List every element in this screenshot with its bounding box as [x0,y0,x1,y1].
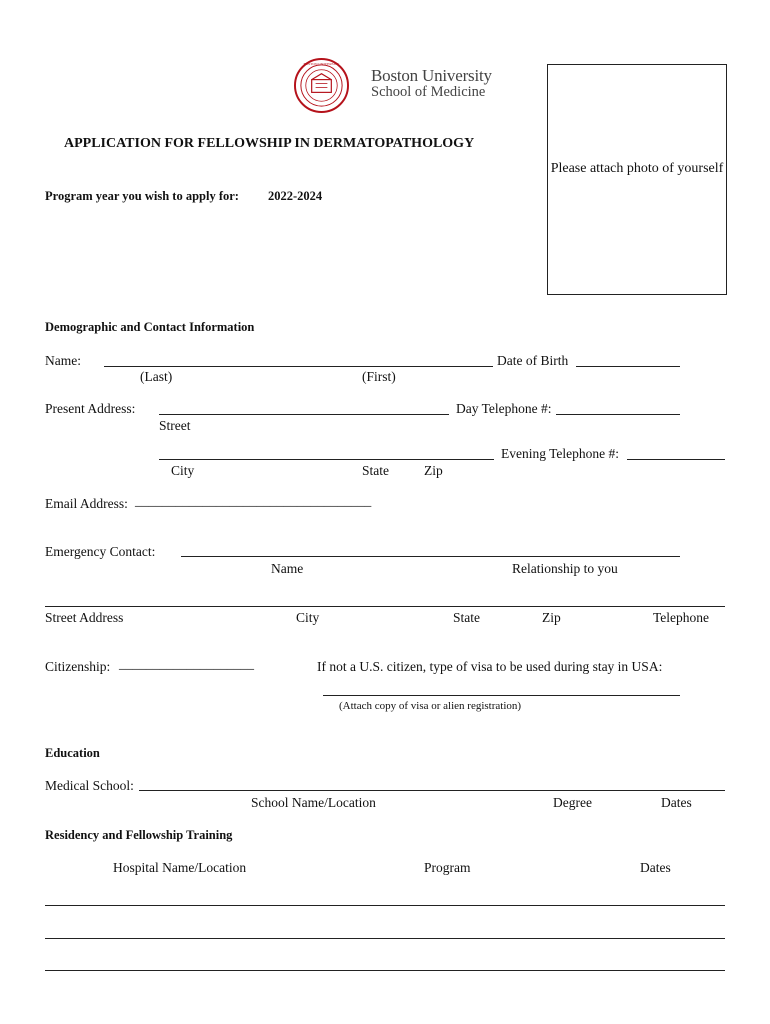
city-caption: City [171,463,195,478]
street-field[interactable] [159,414,449,415]
program-year-label: Program year you wish to apply for: [45,189,239,203]
email-field[interactable]: ___________________________________ [135,493,372,508]
photo-prompt: Please attach photo of yourself [550,161,724,176]
state2-caption: State [453,610,480,625]
emergency-contact-label: Emergency Contact: [45,544,156,559]
residency-entry-line[interactable] [45,970,725,971]
dob-field[interactable] [576,366,680,367]
program-caption: Program [424,860,471,875]
city2-caption: City [296,610,320,625]
street-caption: Street [159,418,191,433]
university-name: Boston University [371,66,492,85]
evening-phone-field[interactable] [627,459,725,460]
medical-school-label: Medical School: [45,778,134,793]
present-address-label: Present Address: [45,401,136,416]
dob-label: Date of Birth [497,353,569,368]
degree-caption: Degree [553,795,592,810]
program-year-value: 2022-2024 [268,189,323,203]
form-title: APPLICATION FOR FELLOWSHIP IN DERMATOPATHOLOGY [64,136,475,151]
first-name-caption: (First) [362,369,396,384]
relationship-caption: Relationship to you [512,561,618,576]
visa-field[interactable] [323,695,680,696]
education-heading: Education [45,746,100,760]
emergency-name-caption: Name [271,561,304,576]
residency-heading: Residency and Fellowship Training [45,828,233,842]
last-name-caption: (Last) [140,369,173,384]
residency-dates-caption: Dates [640,860,671,875]
day-phone-label: Day Telephone #: [456,401,552,416]
hospital-caption: Hospital Name/Location [113,860,247,875]
day-phone-field[interactable] [556,414,680,415]
university-seal-logo [294,58,349,113]
residency-entry-line[interactable] [45,938,725,939]
email-label: Email Address: [45,496,128,511]
school-name-caption: School Name/Location [251,795,376,810]
city-state-zip-field[interactable] [159,459,494,460]
state-caption: State [362,463,389,478]
telephone-caption: Telephone [653,610,710,625]
emergency-contact-field[interactable] [181,556,680,557]
zip-caption: Zip [424,463,443,478]
seal-text: BOSTON UNIVERSITY [303,61,340,66]
name-label: Name: [45,353,81,368]
visa-label: If not a U.S. citizen, type of visa to be used during stay in USA: [317,659,663,674]
citizenship-field[interactable]: ____________________ [119,656,254,671]
visa-note: (Attach copy of visa or alien registration) [339,700,522,712]
zip2-caption: Zip [542,610,561,625]
emergency-address-field[interactable] [45,606,725,607]
citizenship-label: Citizenship: [45,659,111,674]
education-dates-caption: Dates [661,795,692,810]
school-name: School of Medicine [371,84,486,100]
residency-entry-line[interactable] [45,905,725,906]
name-field[interactable] [104,366,493,367]
street-address-caption: Street Address [45,610,124,625]
photo-attachment-box[interactable] [547,64,727,295]
medical-school-field[interactable] [139,790,725,791]
evening-phone-label: Evening Telephone #: [501,446,620,461]
demographic-heading: Demographic and Contact Information [45,320,255,334]
